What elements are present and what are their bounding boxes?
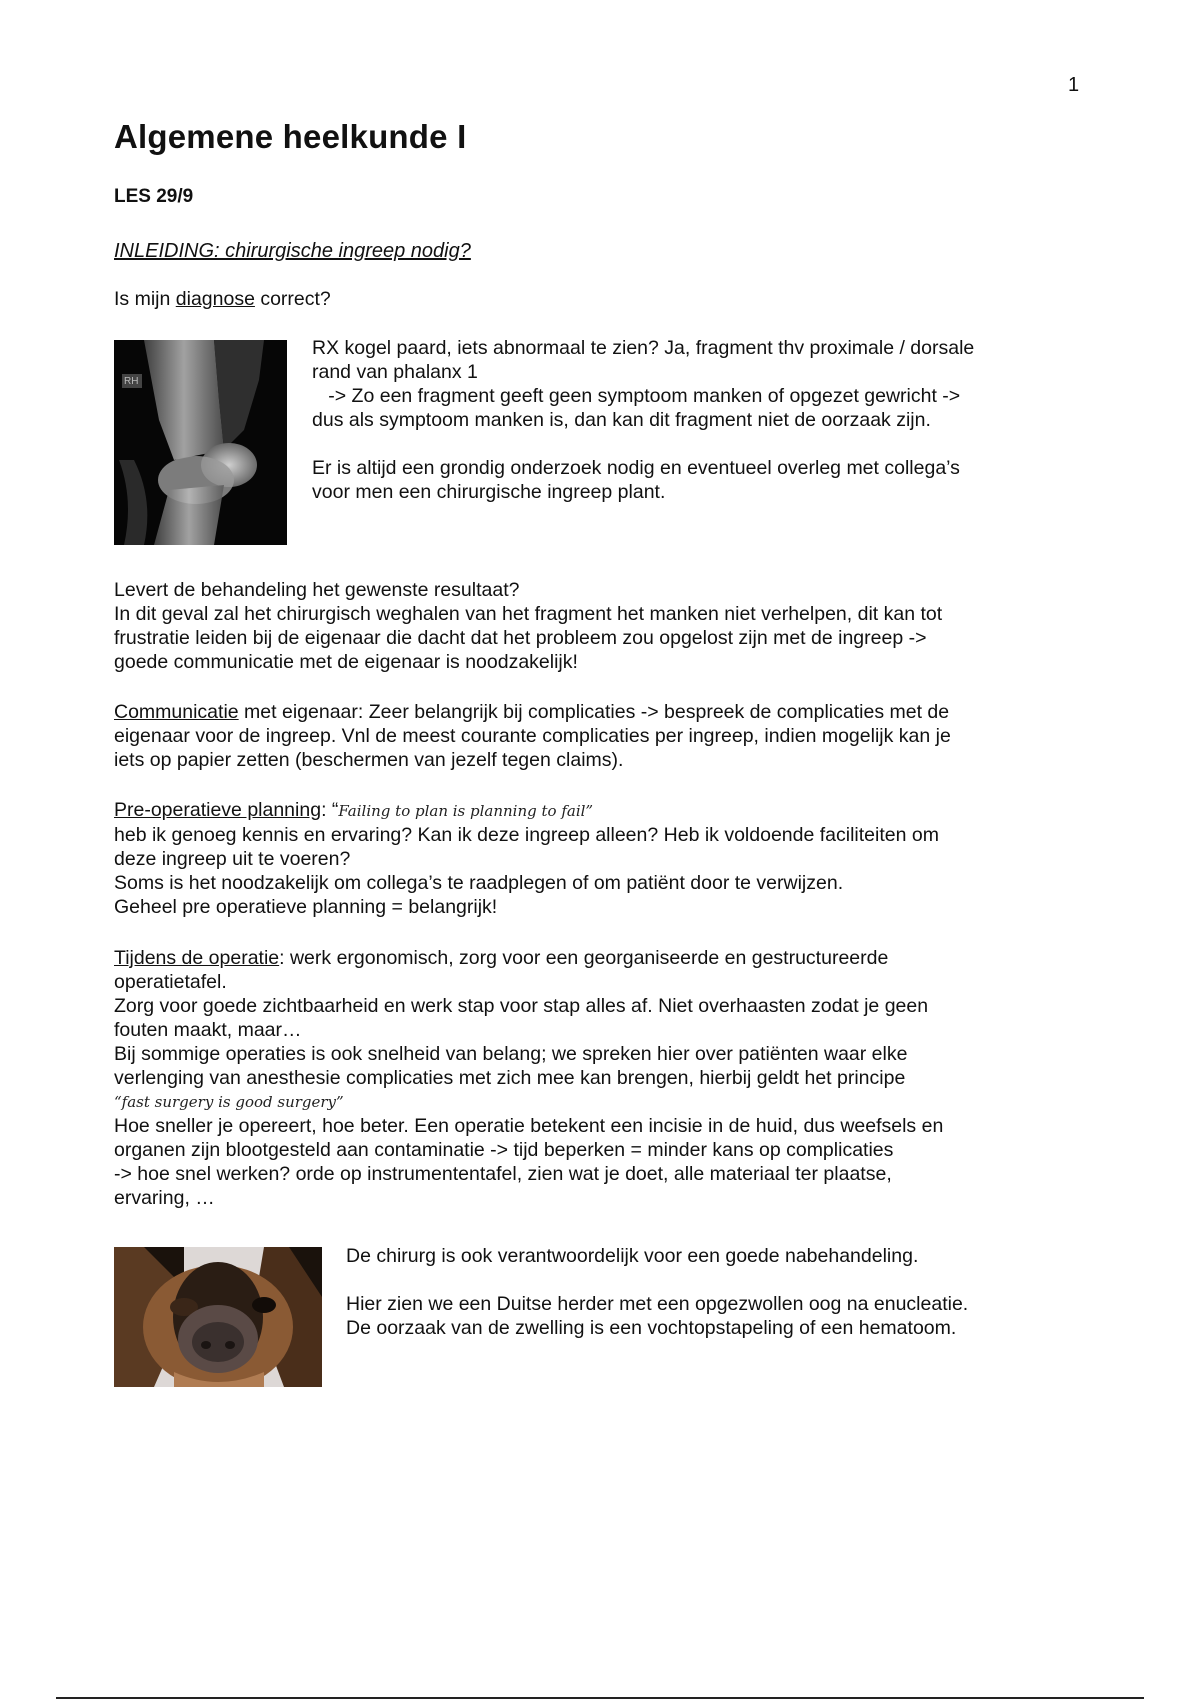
result-section: Levert de behandeling het gewenste resultaat? In dit geval zal het chirurgisch weghalen van het fragment het manken niet verhelpen, dit kan tot frustratie leiden bij de eigenaar die dacht dat het probleem zou opgelost zijn met de ingreep -> goede communicatie met de eigenaar is noodzakelijk! bbox=[114, 579, 943, 673]
aftercare-section: De chirurg is ook verantwoordelijk voor een goede nabehandeling. Hier zien we een Duitse herder met een opgezwollen oog na enucleatie. De oorzaak van de zwelling is een vochtopstapeling of een hematoom. bbox=[346, 1245, 969, 1339]
footer-divider bbox=[56, 1697, 1144, 1699]
planning-quote: Failing to plan is planning to fail” bbox=[338, 802, 594, 820]
diagnosis-question: Is mijn diagnose correct? bbox=[114, 288, 331, 310]
operation-section: Tijdens de operatie: werk ergonomisch, zorg voor een georganiseerde en gestructureerde operatietafel. Zorg voor goede zichtbaarheid en werk stap voor stap alles af. Niet overhaasten zodat je geen fouten maakt, maar… Bij sommige operaties is ook snelheid van belang; we spreken hier over patiënten waar elke verlenging van anesthesie complicaties met zich mee kan brengen, hierbij geldt het principe “fast surgery is good surgery” Hoe sneller je opereert, hoe beter. Een operatie betekent een incisie in de huid, dus weefsels en organen zijn blootgesteld aan contaminatie -> tijd beperken = minder kans op complicaties -> hoe snel werken? orde op instrumententafel, zien wat je doet, alle materiaal ter plaatse, ervaring, … bbox=[114, 946, 1089, 1210]
operation-term: Tijdens de operatie bbox=[114, 947, 280, 969]
horse-fetlock-xray-image bbox=[114, 340, 287, 545]
planning-term: Pre-operatieve planning bbox=[114, 799, 322, 821]
xray-label: RH bbox=[124, 376, 139, 387]
page-number: 1 bbox=[1068, 74, 1080, 96]
document-title: Algemene heelkunde I bbox=[114, 118, 467, 155]
communication-section: Communicatie met eigenaar: Zeer belangrijk bij complicaties -> bespreek de complicaties met de eigenaar voor de ingreep. Vnl de meest courante complicaties per ingreep, indien mogelijk kan je iets op papier zetten (beschermen van jezelf tegen claims). bbox=[114, 701, 951, 771]
lesson-date: LES 29/9 bbox=[114, 186, 194, 207]
xray-description: RX kogel paard, iets abnormaal te zien? Ja, fragment thv proximale / dorsale rand van phalanx 1 -> Zo een fragment geeft geen symptoom manken of opgezet gewricht -> dus als symptoom manken is, dan kan dit fragment niet de oorzaak zijn. Er is altijd een grondig onderzoek nodig en eventueel overleg met collega’s voor men een chirurgische ingreep plant. bbox=[312, 337, 975, 503]
planning-section: Pre-operatieve planning: “Failing to plan is planning to fail” heb ik genoeg kennis en ervaring? Kan ik deze ingreep alleen? Heb ik voldoende faciliteiten om deze ingreep uit te voeren? Soms is het noodzakelijk om collega’s te raadplegen of om patiënt door te verwijzen. Geheel pre operatieve planning = belangrijk! bbox=[114, 799, 939, 918]
operation-quote: “fast surgery is good surgery” bbox=[114, 1093, 344, 1111]
german-shepherd-photo bbox=[114, 1247, 322, 1387]
communication-term: Communicatie bbox=[114, 701, 239, 723]
diagnosis-term: diagnose bbox=[175, 288, 255, 310]
intro-heading: INLEIDING: chirurgische ingreep nodig? bbox=[114, 240, 471, 262]
